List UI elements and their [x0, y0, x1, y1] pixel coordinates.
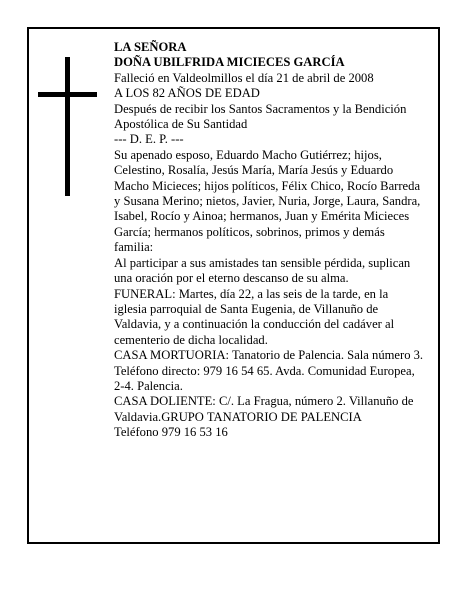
obituary-text	[114, 40, 424, 441]
cross-icon-bar	[38, 92, 97, 97]
cross-icon	[65, 57, 70, 196]
family-paragraph: Su apenado esposo, Eduardo Macho Gutiérrez; hijos, Celestino, Rosalía, Jesús María, María Jesús y Eduardo Macho Micieces; hijos políticos, Félix Chico, Rocío Barreda y Susana Merino; nietos, Javier, Nuria, Jorge, Laura, Sandra, Isabel, Rocío y Ainoa; hermanos, Juan y Emérita Micieces García; hermanos políticos, sobrinos, primos y demás familia:	[114, 147, 421, 255]
funeral-paragraph: FUNERAL: Martes, día 22, a las seis de la tarde, en la iglesia parroquial de Santa Eugenia, de Villanuño de Valdavia, y a continuación la conducción del cadáver al cementerio de dicha localidad.	[114, 286, 395, 347]
phone-line: Teléfono 979 16 53 16	[114, 425, 228, 440]
request-paragraph: Al participar a sus amistades tan sensible pérdida, suplican una oración por el eterno descanso de su alma.	[114, 255, 411, 286]
mortuary-paragraph: CASA MORTUORIA: Tanatorio de Palencia. Sala número 3. Teléfono directo: 979 16 54 65. Avda. Comunidad Europea, 2-4. Palencia.	[114, 348, 424, 393]
age-line: A LOS 82 AÑOS DE EDAD	[114, 86, 260, 101]
sacraments-line: Después de recibir los Santos Sacramentos y la Bendición Apostólica de Su Santidad	[114, 101, 407, 132]
deceased-name: DOÑA UBILFRIDA MICIECES GARCÍA	[114, 55, 345, 70]
title-line-1: LA SEÑORA	[114, 40, 187, 54]
rip-line: --- D. E. P. ---	[114, 132, 184, 147]
mourning-house-paragraph: CASA DOLIENTE: C/. La Fragua, número 2. Villanuño de Valdavia.GRUPO TANATORIO DE PALENCIA	[114, 394, 414, 424]
death-line: Falleció en Valdeolmillos el día 21 de abril de 2008	[114, 70, 374, 85]
